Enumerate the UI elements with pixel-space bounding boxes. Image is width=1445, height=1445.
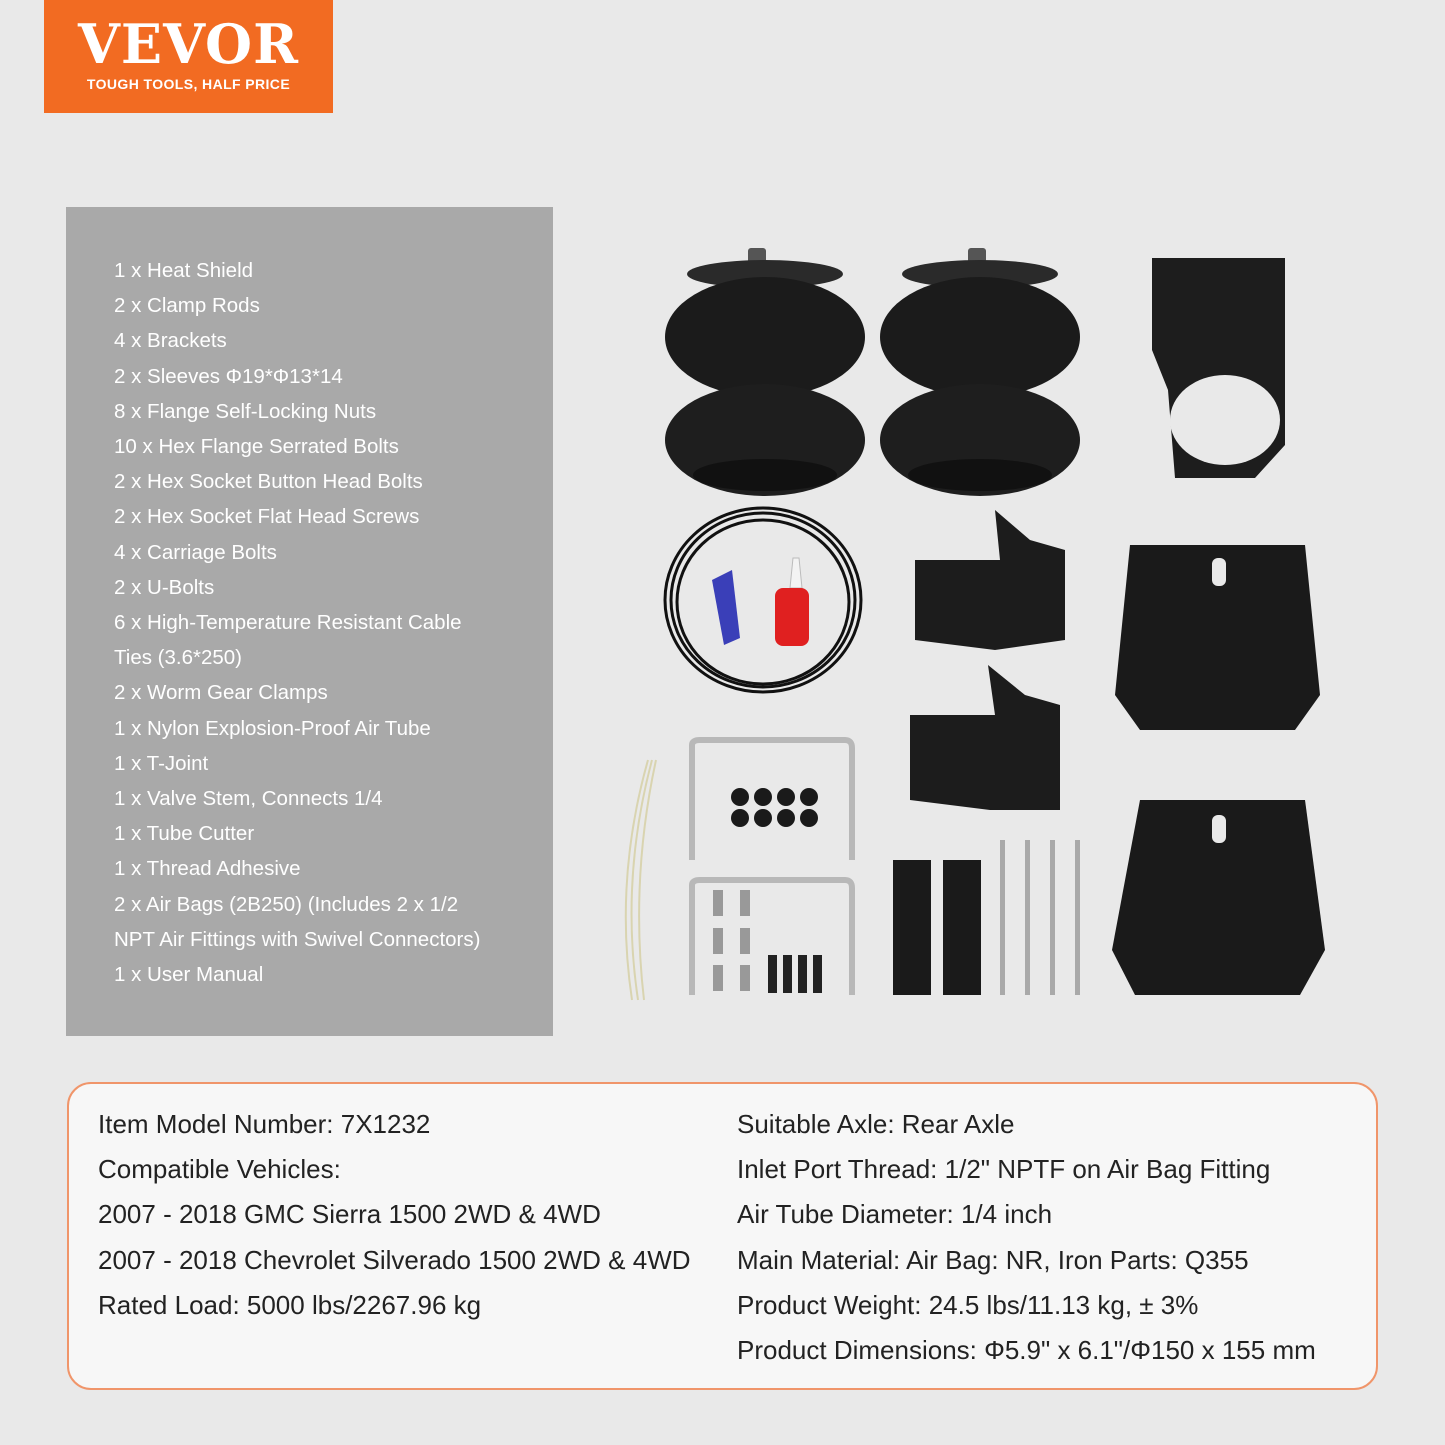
vevor-logo (44, 0, 333, 113)
package-item: 1 x Heat Shield (114, 259, 254, 282)
spec-line: Item Model Number: 7X1232 (98, 1109, 431, 1139)
package-item: 1 x User Manual (114, 963, 264, 987)
button-head-bolts (768, 955, 822, 993)
specs-right-column (737, 1102, 1316, 1373)
carriage-bolts (1000, 840, 1080, 995)
clamp-plate-upper (1115, 545, 1320, 730)
spec-line: Main Material: Air Bag: NR, Iron Parts: Q355 (737, 1244, 1249, 1275)
package-item: 8 x Flange Self-Locking Nuts (114, 399, 377, 423)
package-item: 2 x Worm Gear Clamps (114, 681, 328, 705)
spec-line: Product Dimensions: Φ5.9" x 6.1"/Φ150 x 155 mm (737, 1335, 1316, 1366)
package-item: Ties (3.6*250) (114, 646, 242, 670)
spec-line: Air Tube Diameter: 1/4 inch (737, 1199, 1053, 1230)
hex-bolts (713, 890, 750, 991)
spec-line: Rated Load: 5000 lbs/2267.96 kg (98, 1289, 482, 1320)
package-item: 2 x Clamp Rods (114, 294, 260, 318)
package-item: 4 x Brackets (114, 329, 227, 353)
package-item: 2 x U-Bolts (114, 575, 215, 599)
package-contents-list (114, 253, 553, 992)
spec-line: Suitable Axle: Rear Axle (737, 1109, 1015, 1139)
cable-ties (626, 760, 656, 1000)
bracket-upper (915, 510, 1065, 650)
product-kit-photo (600, 240, 1390, 1020)
spec-line: Compatible Vehicles: (98, 1154, 341, 1185)
package-item: 1 x Nylon Explosion-Proof Air Tube (114, 716, 431, 740)
package-item: 1 x T-Joint (114, 751, 209, 775)
flange-nuts (731, 788, 818, 827)
package-item: 2 x Sleeves Φ19*Φ13*14 (114, 364, 343, 388)
spec-line: 2007 - 2018 GMC Sierra 1500 2WD & 4WD (98, 1199, 601, 1230)
spec-line: Product Weight: 24.5 lbs/11.13 kg, ± 3% (737, 1289, 1199, 1320)
package-item: 1 x Valve Stem, Connects 1/4 (114, 787, 383, 811)
logo-tagline: TOUGH TOOLS, HALF PRICE (86, 76, 291, 92)
thread-adhesive-bottle (775, 558, 809, 646)
air-bag-right (880, 248, 1080, 496)
bracket-lower (910, 665, 1060, 810)
package-item: 6 x High-Temperature Resistant Cable (114, 611, 462, 635)
air-tube-coil (665, 508, 861, 692)
heat-shield (1152, 258, 1285, 478)
tube-cutter (712, 570, 740, 645)
package-item: 2 x Hex Socket Flat Head Screws (114, 505, 420, 529)
spec-line: 2007 - 2018 Chevrolet Silverado 1500 2WD & 4WD (98, 1244, 691, 1275)
logo-brand: VEVOR (78, 12, 299, 76)
package-item: 4 x Carriage Bolts (114, 540, 277, 564)
clamp-rods (893, 860, 981, 995)
air-bag-left (665, 248, 865, 496)
specs-left-column (98, 1102, 691, 1328)
package-contents-panel (66, 207, 553, 1036)
package-item: 2 x Hex Socket Button Head Bolts (114, 470, 423, 494)
package-item: 1 x Tube Cutter (114, 822, 255, 846)
package-item: 10 x Hex Flange Serrated Bolts (114, 435, 399, 459)
package-item: NPT Air Fittings with Swivel Connectors) (114, 927, 481, 951)
specifications-box (67, 1082, 1378, 1390)
package-item: 2 x Air Bags (2B250) (Includes 2 x 1/2 (114, 892, 459, 916)
spec-line: Inlet Port Thread: 1/2" NPTF on Air Bag Fitting (737, 1154, 1271, 1185)
package-item: 1 x Thread Adhesive (114, 857, 301, 881)
clamp-plate-lower (1112, 800, 1325, 995)
